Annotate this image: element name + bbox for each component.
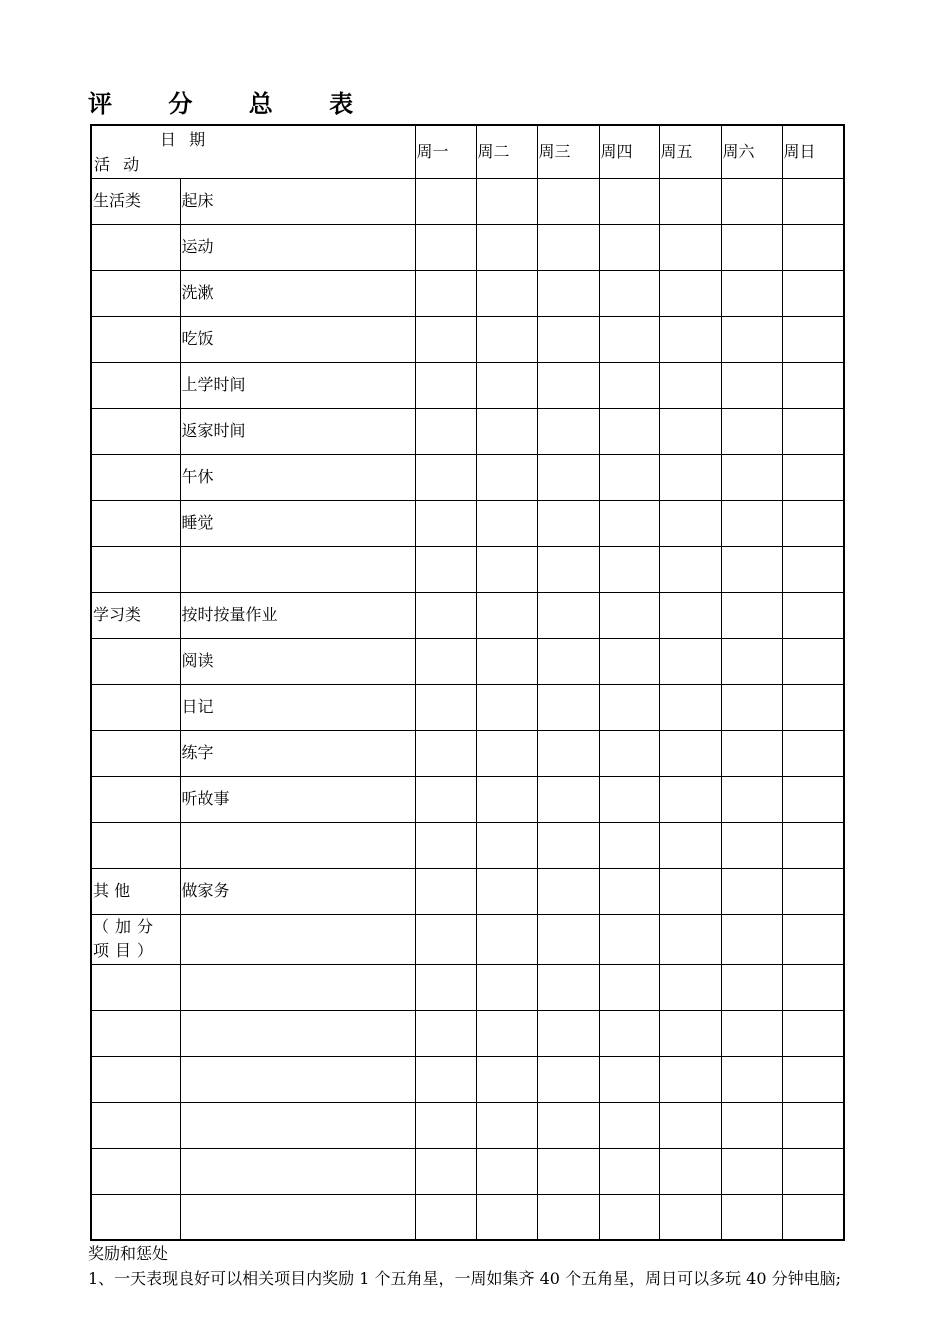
score-cell-sat[interactable] bbox=[721, 1056, 782, 1102]
activity-cell: 吃饭 bbox=[180, 316, 415, 362]
score-cell-tue[interactable] bbox=[476, 638, 537, 684]
score-cell-tue[interactable] bbox=[476, 1148, 537, 1194]
score-cell-thu[interactable] bbox=[599, 1102, 659, 1148]
activity-cell bbox=[180, 546, 415, 592]
table-row bbox=[91, 1194, 844, 1240]
score-cell-sat[interactable] bbox=[721, 316, 782, 362]
score-cell-tue[interactable] bbox=[476, 316, 537, 362]
score-cell-sun[interactable] bbox=[782, 316, 844, 362]
score-cell-mon[interactable] bbox=[415, 684, 476, 730]
score-cell-mon[interactable] bbox=[415, 408, 476, 454]
score-cell-mon[interactable] bbox=[415, 546, 476, 592]
score-cell-thu[interactable] bbox=[599, 964, 659, 1010]
score-cell-tue[interactable] bbox=[476, 454, 537, 500]
score-cell-fri[interactable] bbox=[659, 546, 721, 592]
category-cell bbox=[91, 1010, 180, 1056]
score-cell-mon[interactable] bbox=[415, 1056, 476, 1102]
score-cell-sun[interactable] bbox=[782, 546, 844, 592]
score-cell-sat[interactable] bbox=[721, 454, 782, 500]
score-cell-tue[interactable] bbox=[476, 178, 537, 224]
score-cell-wed[interactable] bbox=[537, 500, 599, 546]
score-cell-sun[interactable] bbox=[782, 1010, 844, 1056]
score-cell-mon[interactable] bbox=[415, 316, 476, 362]
table-row bbox=[91, 1148, 844, 1194]
activity-cell: 洗漱 bbox=[180, 270, 415, 316]
day-header-thu: 周四 bbox=[599, 125, 659, 178]
score-cell-sun[interactable] bbox=[782, 684, 844, 730]
score-cell-thu[interactable] bbox=[599, 730, 659, 776]
score-cell-fri[interactable] bbox=[659, 224, 721, 270]
score-cell-mon[interactable] bbox=[415, 500, 476, 546]
score-cell-sat[interactable] bbox=[721, 178, 782, 224]
score-cell-sun[interactable] bbox=[782, 592, 844, 638]
score-cell-wed[interactable] bbox=[537, 1056, 599, 1102]
score-cell-fri[interactable] bbox=[659, 1010, 721, 1056]
score-cell-sat[interactable] bbox=[721, 684, 782, 730]
day-header-sun: 周日 bbox=[782, 125, 844, 178]
score-cell-fri[interactable] bbox=[659, 592, 721, 638]
category-cell bbox=[91, 500, 180, 546]
score-cell-mon[interactable] bbox=[415, 454, 476, 500]
score-cell-wed[interactable] bbox=[537, 914, 599, 964]
activity-cell: 午休 bbox=[180, 454, 415, 500]
score-cell-sat[interactable] bbox=[721, 408, 782, 454]
category-cell bbox=[91, 1194, 180, 1240]
score-cell-mon[interactable] bbox=[415, 178, 476, 224]
table-row bbox=[91, 546, 844, 592]
score-cell-sun[interactable] bbox=[782, 868, 844, 914]
table-row bbox=[91, 1010, 844, 1056]
score-cell-sat[interactable] bbox=[721, 730, 782, 776]
activity-cell bbox=[180, 964, 415, 1010]
score-cell-fri[interactable] bbox=[659, 454, 721, 500]
activity-cell: 阅读 bbox=[180, 638, 415, 684]
score-cell-wed[interactable] bbox=[537, 592, 599, 638]
score-cell-fri[interactable] bbox=[659, 776, 721, 822]
score-cell-wed[interactable] bbox=[537, 224, 599, 270]
score-cell-tue[interactable] bbox=[476, 546, 537, 592]
notes-heading: 奖励和惩处 bbox=[88, 1244, 169, 1263]
score-cell-tue[interactable] bbox=[476, 270, 537, 316]
score-cell-fri[interactable] bbox=[659, 270, 721, 316]
activity-cell: 上学时间 bbox=[180, 362, 415, 408]
category-cell: 学习类 bbox=[91, 592, 180, 638]
category-cell bbox=[91, 964, 180, 1010]
score-cell-wed[interactable] bbox=[537, 964, 599, 1010]
score-cell-sat[interactable] bbox=[721, 362, 782, 408]
category-cell bbox=[91, 408, 180, 454]
score-cell-thu[interactable] bbox=[599, 684, 659, 730]
score-cell-tue[interactable] bbox=[476, 1102, 537, 1148]
score-table-body bbox=[91, 125, 844, 1240]
category-cell bbox=[91, 546, 180, 592]
score-cell-thu[interactable] bbox=[599, 270, 659, 316]
activity-cell: 按时按量作业 bbox=[180, 592, 415, 638]
score-cell-fri[interactable] bbox=[659, 1056, 721, 1102]
score-cell-thu[interactable] bbox=[599, 868, 659, 914]
score-cell-mon[interactable] bbox=[415, 224, 476, 270]
table-row bbox=[91, 776, 844, 822]
category-cell bbox=[91, 270, 180, 316]
score-cell-sat[interactable] bbox=[721, 500, 782, 546]
score-cell-wed[interactable] bbox=[537, 1148, 599, 1194]
score-cell-sat[interactable] bbox=[721, 776, 782, 822]
score-cell-mon[interactable] bbox=[415, 868, 476, 914]
header-row bbox=[91, 125, 844, 178]
activity-cell bbox=[180, 1148, 415, 1194]
score-cell-sun[interactable] bbox=[782, 1148, 844, 1194]
day-header-sat: 周六 bbox=[721, 125, 782, 178]
category-cell bbox=[91, 730, 180, 776]
score-cell-thu[interactable] bbox=[599, 224, 659, 270]
score-cell-tue[interactable] bbox=[476, 868, 537, 914]
activity-cell bbox=[180, 1194, 415, 1240]
score-cell-fri[interactable] bbox=[659, 1194, 721, 1240]
score-cell-mon[interactable] bbox=[415, 822, 476, 868]
score-cell-tue[interactable] bbox=[476, 362, 537, 408]
score-cell-sun[interactable] bbox=[782, 822, 844, 868]
score-cell-sun[interactable] bbox=[782, 914, 844, 964]
score-cell-thu[interactable] bbox=[599, 316, 659, 362]
category-cell bbox=[91, 776, 180, 822]
score-cell-sun[interactable] bbox=[782, 500, 844, 546]
score-cell-sat[interactable] bbox=[721, 868, 782, 914]
score-cell-wed[interactable] bbox=[537, 362, 599, 408]
activity-cell: 练字 bbox=[180, 730, 415, 776]
score-cell-tue[interactable] bbox=[476, 964, 537, 1010]
score-cell-sun[interactable] bbox=[782, 730, 844, 776]
score-cell-fri[interactable] bbox=[659, 684, 721, 730]
score-table bbox=[90, 124, 845, 1241]
activity-cell: 运动 bbox=[180, 224, 415, 270]
notes-section bbox=[88, 1241, 841, 1291]
score-cell-sun[interactable] bbox=[782, 1194, 844, 1240]
score-cell-fri[interactable] bbox=[659, 914, 721, 964]
activity-cell: 日记 bbox=[180, 684, 415, 730]
score-cell-tue[interactable] bbox=[476, 592, 537, 638]
table-row bbox=[91, 500, 844, 546]
score-cell-fri[interactable] bbox=[659, 408, 721, 454]
score-cell-fri[interactable] bbox=[659, 868, 721, 914]
page-title: 评 分 总 表 bbox=[88, 90, 378, 118]
table-row bbox=[91, 592, 844, 638]
score-cell-fri[interactable] bbox=[659, 638, 721, 684]
category-cell bbox=[91, 822, 180, 868]
day-header-mon: 周一 bbox=[415, 125, 476, 178]
score-cell-sun[interactable] bbox=[782, 1056, 844, 1102]
activity-cell bbox=[180, 1056, 415, 1102]
score-cell-tue[interactable] bbox=[476, 224, 537, 270]
score-cell-sat[interactable] bbox=[721, 1010, 782, 1056]
table-row bbox=[91, 1056, 844, 1102]
score-cell-tue[interactable] bbox=[476, 1194, 537, 1240]
score-cell-fri[interactable] bbox=[659, 730, 721, 776]
activity-cell: 起床 bbox=[180, 178, 415, 224]
score-cell-thu[interactable] bbox=[599, 178, 659, 224]
score-cell-wed[interactable] bbox=[537, 408, 599, 454]
score-cell-mon[interactable] bbox=[415, 592, 476, 638]
score-cell-mon[interactable] bbox=[415, 964, 476, 1010]
score-cell-fri[interactable] bbox=[659, 1148, 721, 1194]
score-cell-sat[interactable] bbox=[721, 822, 782, 868]
activity-cell: 听故事 bbox=[180, 776, 415, 822]
score-cell-sat[interactable] bbox=[721, 270, 782, 316]
table-row bbox=[91, 178, 844, 224]
table-row bbox=[91, 684, 844, 730]
score-cell-thu[interactable] bbox=[599, 362, 659, 408]
category-cell bbox=[91, 638, 180, 684]
table-row bbox=[91, 270, 844, 316]
score-cell-sun[interactable] bbox=[782, 638, 844, 684]
score-cell-wed[interactable] bbox=[537, 1194, 599, 1240]
score-cell-tue[interactable] bbox=[476, 822, 537, 868]
table-row bbox=[91, 964, 844, 1010]
score-cell-tue[interactable] bbox=[476, 500, 537, 546]
score-cell-thu[interactable] bbox=[599, 454, 659, 500]
category-cell bbox=[91, 1056, 180, 1102]
score-cell-wed[interactable] bbox=[537, 730, 599, 776]
score-cell-wed[interactable] bbox=[537, 1102, 599, 1148]
activity-cell bbox=[180, 1102, 415, 1148]
score-cell-fri[interactable] bbox=[659, 178, 721, 224]
score-cell-tue[interactable] bbox=[476, 1056, 537, 1102]
activity-cell: 睡觉 bbox=[180, 500, 415, 546]
score-cell-sun[interactable] bbox=[782, 178, 844, 224]
score-cell-fri[interactable] bbox=[659, 1102, 721, 1148]
score-cell-mon[interactable] bbox=[415, 1010, 476, 1056]
table-row bbox=[91, 868, 844, 914]
score-cell-sat[interactable] bbox=[721, 638, 782, 684]
activity-cell bbox=[180, 1010, 415, 1056]
score-cell-tue[interactable] bbox=[476, 1010, 537, 1056]
score-cell-thu[interactable] bbox=[599, 408, 659, 454]
score-cell-sun[interactable] bbox=[782, 776, 844, 822]
category-cell bbox=[91, 1148, 180, 1194]
score-cell-thu[interactable] bbox=[599, 1010, 659, 1056]
category-cell: 生活类 bbox=[91, 178, 180, 224]
score-cell-sat[interactable] bbox=[721, 964, 782, 1010]
category-cell: （加分项目） bbox=[91, 914, 180, 964]
score-cell-mon[interactable] bbox=[415, 270, 476, 316]
score-cell-mon[interactable] bbox=[415, 914, 476, 964]
score-cell-wed[interactable] bbox=[537, 868, 599, 914]
score-cell-thu[interactable] bbox=[599, 1148, 659, 1194]
score-cell-sun[interactable] bbox=[782, 362, 844, 408]
score-cell-fri[interactable] bbox=[659, 316, 721, 362]
score-cell-fri[interactable] bbox=[659, 964, 721, 1010]
score-cell-wed[interactable] bbox=[537, 638, 599, 684]
score-cell-mon[interactable] bbox=[415, 1102, 476, 1148]
day-header-wed: 周三 bbox=[537, 125, 599, 178]
table-row bbox=[91, 454, 844, 500]
score-cell-thu[interactable] bbox=[599, 500, 659, 546]
score-cell-wed[interactable] bbox=[537, 546, 599, 592]
table-row bbox=[91, 224, 844, 270]
score-cell-sun[interactable] bbox=[782, 270, 844, 316]
score-cell-tue[interactable] bbox=[476, 684, 537, 730]
activity-cell: 返家时间 bbox=[180, 408, 415, 454]
score-cell-mon[interactable] bbox=[415, 776, 476, 822]
score-cell-wed[interactable] bbox=[537, 270, 599, 316]
score-cell-sun[interactable] bbox=[782, 964, 844, 1010]
category-cell bbox=[91, 454, 180, 500]
score-cell-wed[interactable] bbox=[537, 822, 599, 868]
table-row bbox=[91, 822, 844, 868]
activity-cell bbox=[180, 914, 415, 964]
score-cell-sat[interactable] bbox=[721, 592, 782, 638]
score-cell-tue[interactable] bbox=[476, 730, 537, 776]
score-cell-sat[interactable] bbox=[721, 546, 782, 592]
score-cell-sat[interactable] bbox=[721, 914, 782, 964]
score-cell-sun[interactable] bbox=[782, 1102, 844, 1148]
category-cell bbox=[91, 1102, 180, 1148]
day-header-fri: 周五 bbox=[659, 125, 721, 178]
table-row bbox=[91, 914, 844, 964]
table-row bbox=[91, 362, 844, 408]
score-cell-thu[interactable] bbox=[599, 638, 659, 684]
score-cell-thu[interactable] bbox=[599, 776, 659, 822]
corner-date-label: 日 期 bbox=[160, 130, 210, 149]
score-cell-fri[interactable] bbox=[659, 362, 721, 408]
score-cell-tue[interactable] bbox=[476, 914, 537, 964]
score-cell-sun[interactable] bbox=[782, 454, 844, 500]
score-cell-sat[interactable] bbox=[721, 224, 782, 270]
table-row bbox=[91, 730, 844, 776]
category-cell bbox=[91, 316, 180, 362]
table-row bbox=[91, 638, 844, 684]
score-cell-mon[interactable] bbox=[415, 362, 476, 408]
category-cell bbox=[91, 684, 180, 730]
activity-cell bbox=[180, 822, 415, 868]
score-cell-wed[interactable] bbox=[537, 1010, 599, 1056]
score-cell-wed[interactable] bbox=[537, 776, 599, 822]
score-cell-thu[interactable] bbox=[599, 914, 659, 964]
activity-cell: 做家务 bbox=[180, 868, 415, 914]
corner-cell bbox=[91, 125, 415, 178]
score-cell-wed[interactable] bbox=[537, 684, 599, 730]
score-cell-thu[interactable] bbox=[599, 1056, 659, 1102]
score-cell-wed[interactable] bbox=[537, 316, 599, 362]
score-cell-sat[interactable] bbox=[721, 1194, 782, 1240]
score-cell-thu[interactable] bbox=[599, 592, 659, 638]
score-cell-thu[interactable] bbox=[599, 1194, 659, 1240]
category-cell bbox=[91, 362, 180, 408]
score-cell-mon[interactable] bbox=[415, 1148, 476, 1194]
category-cell: 其 他 bbox=[91, 868, 180, 914]
score-cell-thu[interactable] bbox=[599, 822, 659, 868]
score-cell-fri[interactable] bbox=[659, 500, 721, 546]
score-cell-mon[interactable] bbox=[415, 730, 476, 776]
table-row bbox=[91, 1102, 844, 1148]
score-cell-wed[interactable] bbox=[537, 178, 599, 224]
corner-activity-label: 活 动 bbox=[94, 155, 144, 174]
score-cell-mon[interactable] bbox=[415, 638, 476, 684]
score-cell-thu[interactable] bbox=[599, 546, 659, 592]
score-cell-tue[interactable] bbox=[476, 776, 537, 822]
score-cell-sun[interactable] bbox=[782, 408, 844, 454]
score-cell-tue[interactable] bbox=[476, 408, 537, 454]
day-header-tue: 周二 bbox=[476, 125, 537, 178]
score-cell-mon[interactable] bbox=[415, 1194, 476, 1240]
score-cell-sat[interactable] bbox=[721, 1102, 782, 1148]
category-cell bbox=[91, 224, 180, 270]
table-row bbox=[91, 316, 844, 362]
notes-line-1: 1、一天表现良好可以相关项目内奖励 1 个五角星，一周如集齐 40 个五角星，周日可以多玩 40 分钟电脑; bbox=[88, 1269, 841, 1288]
score-cell-sun[interactable] bbox=[782, 224, 844, 270]
score-cell-sat[interactable] bbox=[721, 1148, 782, 1194]
table-row bbox=[91, 408, 844, 454]
score-cell-fri[interactable] bbox=[659, 822, 721, 868]
score-cell-wed[interactable] bbox=[537, 454, 599, 500]
